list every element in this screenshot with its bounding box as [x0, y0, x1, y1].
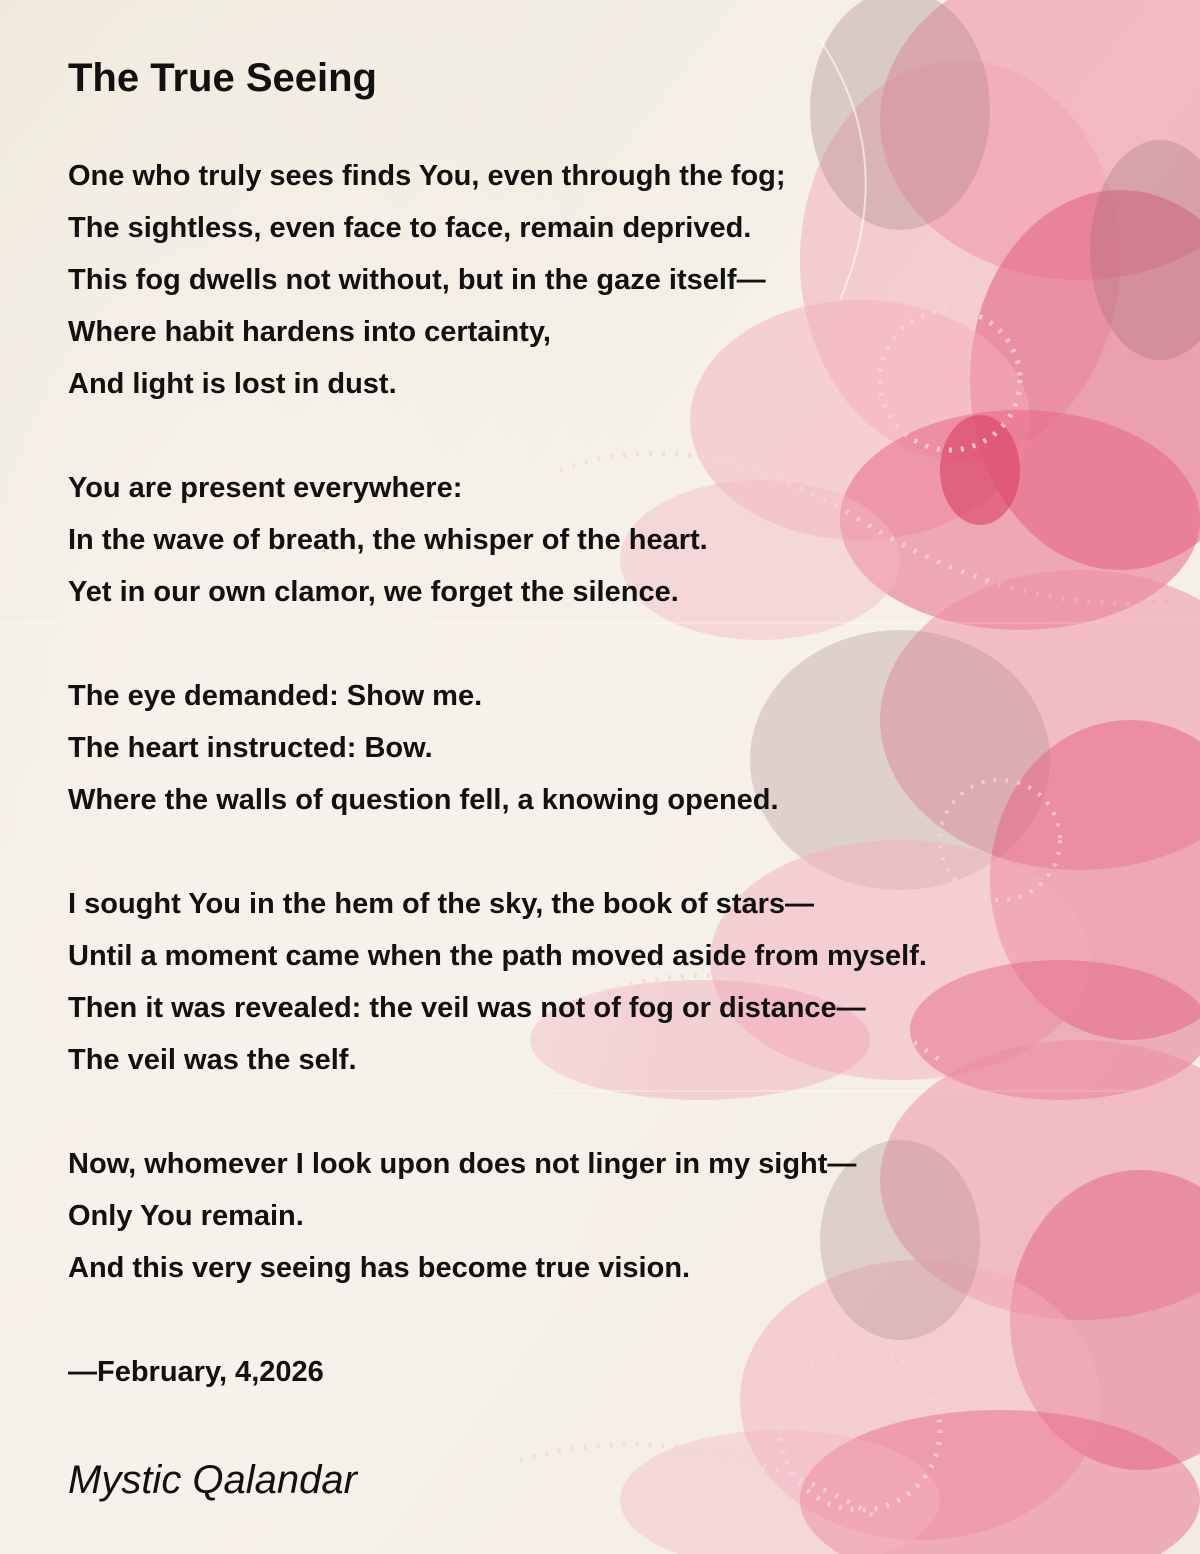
stanza-break: [68, 1086, 1168, 1138]
poem-body: [68, 150, 1168, 1294]
poem-line: You are present everywhere:: [68, 472, 463, 504]
poem-line: Yet in our own clamor, we forget the silence.: [68, 576, 679, 608]
poem-line: Where habit hardens into certainty,: [68, 316, 551, 348]
poem-line: In the wave of breath, the whisper of the heart.: [68, 524, 708, 556]
stanza-break: [68, 826, 1168, 878]
stanza-break: [68, 618, 1168, 670]
poem-line: One who truly sees finds You, even through the fog;: [68, 160, 786, 192]
poem-line: This fog dwells not without, but in the gaze itself—: [68, 264, 766, 296]
poem-line: Until a moment came when the path moved aside from myself.: [68, 940, 927, 972]
poem-line: The sightless, even face to face, remain deprived.: [68, 212, 752, 244]
poem-line: The veil was the self.: [68, 1044, 357, 1076]
poem-line: Now, whomever I look upon does not linger in my sight—: [68, 1148, 857, 1180]
stanza-break: [68, 410, 1168, 462]
poem-line: The eye demanded: Show me.: [68, 680, 483, 712]
poem-date: —February, 4,2026: [68, 1356, 324, 1388]
poem-line: Where the walls of question fell, a knowing opened.: [68, 784, 779, 816]
author-name: Mystic Qalandar: [68, 1458, 357, 1502]
poem-line: I sought You in the hem of the sky, the book of stars—: [68, 888, 815, 920]
poem-line: Only You remain.: [68, 1200, 304, 1232]
poem-title: The True Seeing: [68, 56, 377, 100]
poem-line: And light is lost in dust.: [68, 368, 397, 400]
poem-line: Then it was revealed: the veil was not of fog or distance—: [68, 992, 866, 1024]
poem-line: The heart instructed: Bow.: [68, 732, 433, 764]
poem-line: And this very seeing has become true vision.: [68, 1252, 691, 1284]
